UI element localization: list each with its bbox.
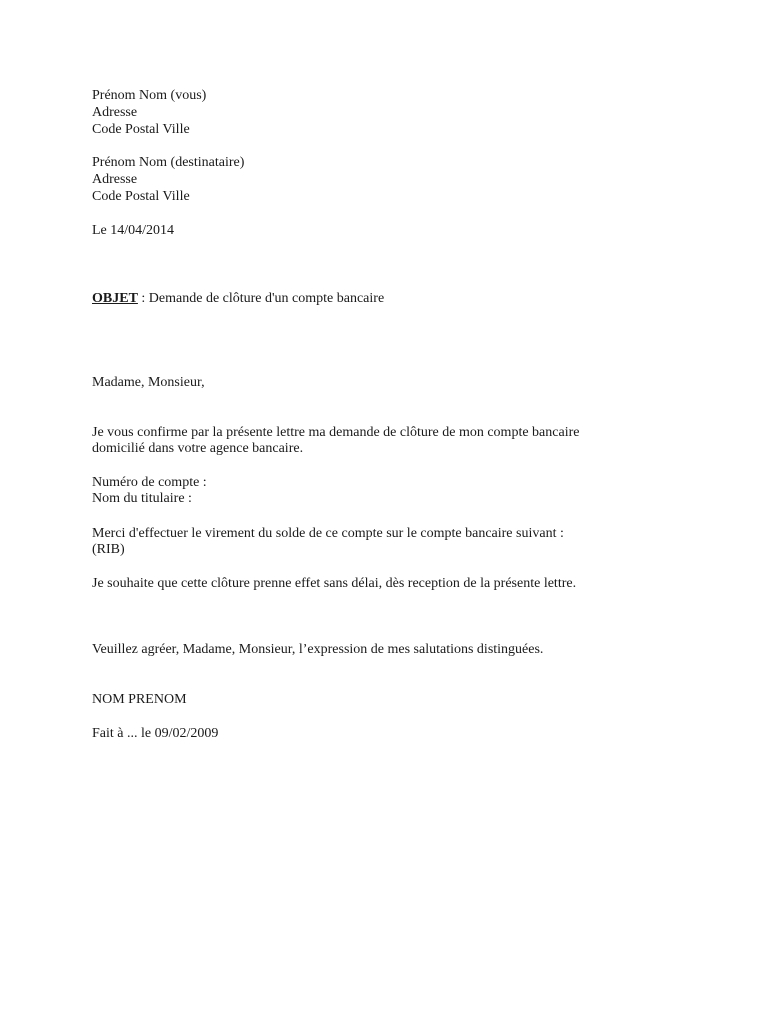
letter-date: Le 14/04/2014 [92,223,175,238]
transfer-line-2: (RIB) [92,542,125,557]
sender-city: Code Postal Ville [92,122,190,137]
body-paragraph-line-1: Je vous confirme par la présente lettre ma demande de clôture de mon compte bancaire [92,425,580,440]
subject-text: Demande de clôture d'un compte bancaire [148,291,385,306]
sender-address: Adresse [92,105,138,120]
subject-label: OBJET [92,291,138,306]
place-and-date: Fait à ... le 09/02/2009 [92,726,219,741]
account-number-label: Numéro de compte : [92,475,207,490]
transfer-line-1: Merci d'effectuer le virement du solde de ce compte sur le compte bancaire suivant : [92,526,564,541]
effect-line: Je souhaite que cette clôture prenne effet sans délai, dès reception de la présente lettre. [92,576,577,591]
body-paragraph-line-2: domicilié dans votre agence bancaire. [92,441,304,456]
recipient-city: Code Postal Ville [92,189,190,204]
subject-separator: : [137,291,149,306]
subject-line [92,290,384,307]
account-holder-label: Nom du titulaire : [92,491,192,506]
closing-formula: Veuillez agréer, Madame, Monsieur, l’expression de mes salutations distinguées. [92,642,544,657]
salutation: Madame, Monsieur, [92,375,205,390]
recipient-name: Prénom Nom (destinataire) [92,155,245,170]
recipient-address: Adresse [92,172,138,187]
signature-name: NOM PRENOM [92,692,187,707]
sender-name: Prénom Nom (vous) [92,88,207,103]
